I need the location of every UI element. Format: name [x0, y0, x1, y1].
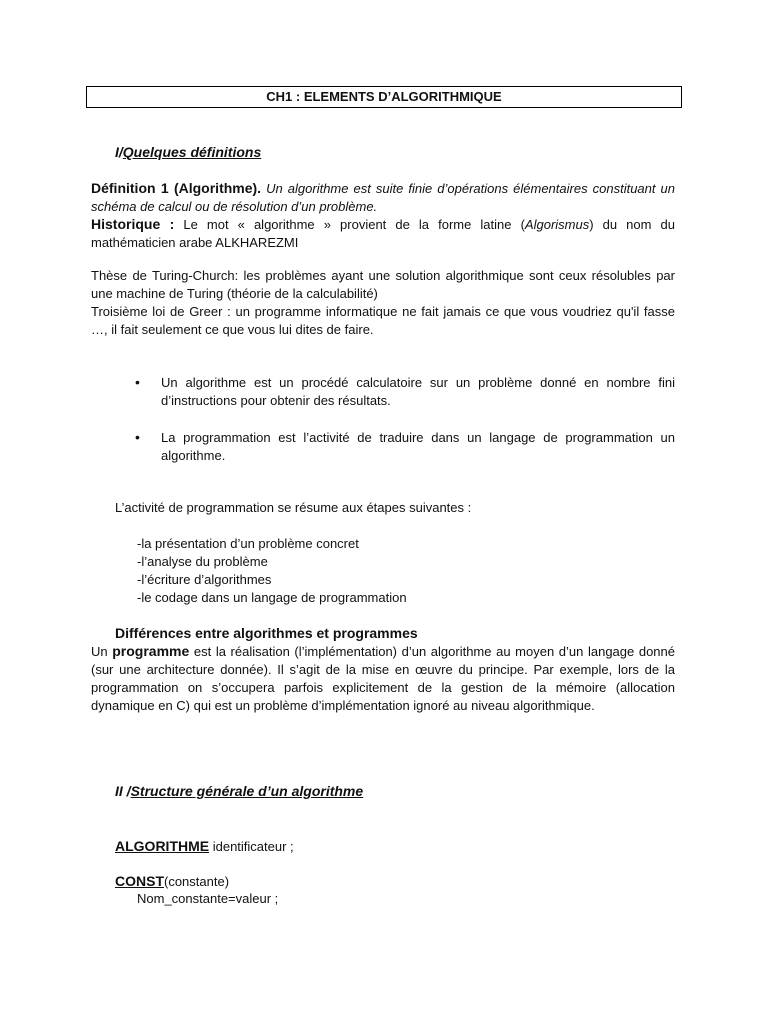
definition-label: Définition 1 (Algorithme).: [91, 180, 262, 196]
historique-italic-word: Algorismus: [524, 217, 590, 232]
const-label: (constante): [164, 874, 230, 889]
section-1-heading: [115, 143, 261, 161]
section-2-prefix: II /: [115, 783, 131, 799]
section-1-prefix: I/: [115, 144, 123, 160]
const-declaration: Nom_constante=valeur ;: [137, 891, 279, 906]
differences-text-start: Un: [91, 644, 113, 659]
differences-bold-word: programme: [112, 643, 190, 659]
const-line: [115, 872, 229, 891]
algorithme-line: [115, 837, 294, 856]
historique-text-start: Le mot « algorithme » provient de la forme latine (: [183, 217, 525, 232]
activity-intro: L’activité de programmation se résume aux étapes suivantes :: [115, 500, 472, 515]
chapter-title: CH1 : ELEMENTS D’ALGORITHMIQUE: [86, 86, 682, 108]
bullet-item: La programmation est l’activité de traduire dans un langage de programmation un algorithme.: [161, 430, 675, 463]
section-2-title: Structure générale d’un algorithme: [130, 783, 364, 799]
differences-text-end: est la réalisation (l’implémentation) d’un algorithme au moyen d’un langage donné (sur une architecture donnée). Il s’agit de la mise en œuvre du principe. Par exemple, lors de la programmation on s’occupera parfois explicitement de la gestion de la mémoire (allocation dynamique en C) qui est un problème d’implémentation ignoré au niveau algorithmique.: [91, 644, 675, 713]
bullet-marker: •: [135, 374, 140, 390]
section-1-title: Quelques définitions: [122, 144, 262, 160]
section-2-heading: [115, 782, 363, 800]
step-item: -le codage dans un langage de programmation: [137, 590, 407, 605]
historique-text-end: ) du nom du mathématicien arabe ALKHAREZMI: [91, 217, 676, 250]
differences-paragraph: [91, 642, 675, 715]
step-item: -l’écriture d’algorithmes: [137, 572, 272, 587]
definition-paragraph: [91, 179, 675, 216]
differences-heading: Différences entre algorithmes et programmes: [115, 625, 418, 641]
step-item: -l’analyse du problème: [137, 554, 268, 569]
bullet-item: Un algorithme est un procédé calculatoire sur un problème donné en nombre fini d’instructions pour obtenir des résultats.: [161, 375, 675, 408]
const-keyword: CONST: [115, 873, 164, 889]
step-item: -la présentation d’un problème concret: [137, 536, 359, 551]
turing-paragraph: Thèse de Turing-Church: les problèmes ayant une solution algorithmique sont ceux résolubles par une machine de Turing (théorie de la calculabilité): [91, 268, 675, 301]
algorithme-identifier: identificateur ;: [209, 839, 294, 854]
bullet-marker: •: [135, 429, 140, 445]
greer-paragraph: Troisième loi de Greer : un programme informatique ne fait jamais ce que vous voudriez qu'il fasse …, il fait seulement ce que vous lui dites de faire.: [91, 304, 675, 337]
historique-paragraph: [91, 215, 675, 252]
algorithme-keyword: ALGORITHME: [115, 838, 210, 854]
definition-text: Un algorithme est suite finie d’opérations élémentaires constituant un schéma de calcul ou de résolution d’un problème.: [91, 181, 675, 214]
historique-label: Historique :: [91, 216, 175, 232]
